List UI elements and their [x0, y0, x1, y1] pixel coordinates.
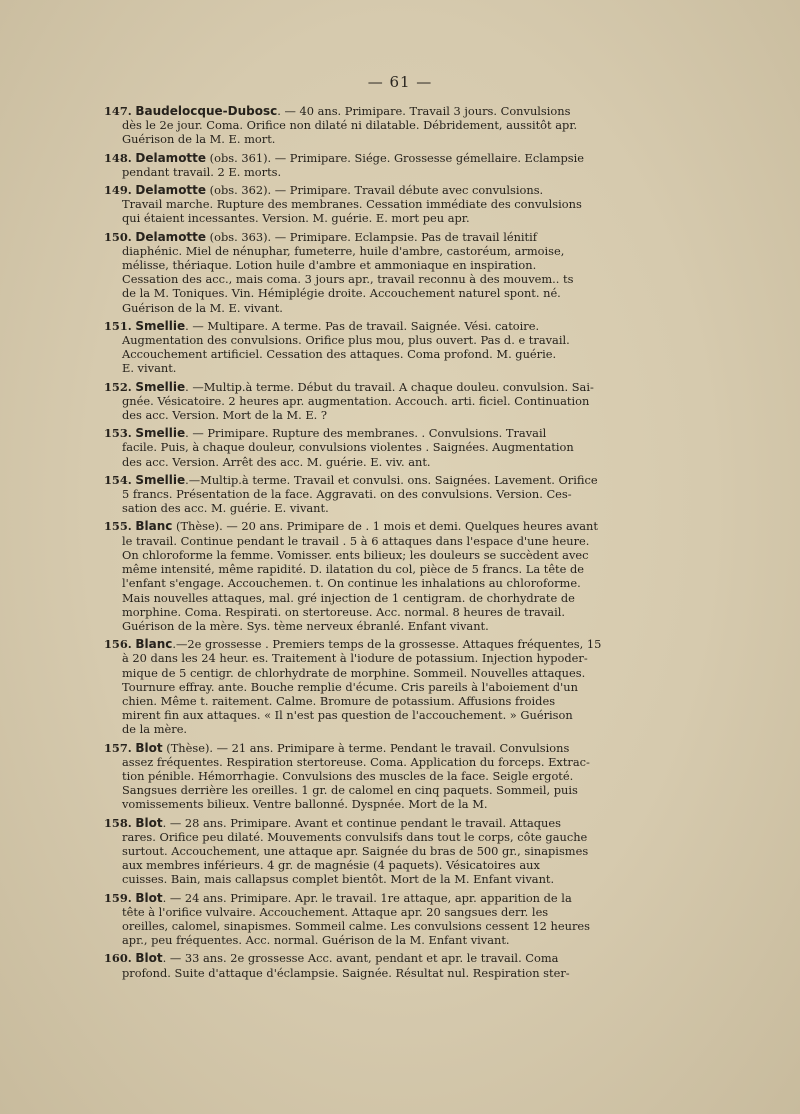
case-text: (obs. 361). — Primipare. Siége. Grossesse gémellaire. Eclampsie [206, 150, 585, 165]
case-entry-line: sation des acc. M. guérie. E. vivant. [122, 501, 329, 516]
author-name: Blot [135, 740, 163, 755]
case-entry-line: mélisse, thériaque. Lotion huile d'ambre et ammoniaque en inspiration. [122, 258, 537, 273]
case-entry-line: Mais nouvelles attaques, mal. gré injection de 1 centigram. de chorhydrate de [122, 590, 575, 605]
case-entry [104, 637, 604, 736]
author-name: Smellie [135, 318, 186, 333]
case-entry [104, 473, 604, 516]
case-entry [104, 230, 604, 315]
case-number: 150. [104, 229, 132, 244]
case-entry-line: Tournure effray. ante. Bouche remplie d'écume. Cris pareils à l'aboiement d'un [122, 679, 578, 694]
case-number: 149. [104, 183, 132, 198]
case-entry-line: tête à l'orifice vulvaire. Accouchement. Attaque apr. 20 sangsues derr. les [122, 904, 549, 919]
author-name: Smellie [135, 472, 186, 487]
case-entry-line: facile. Puis, à chaque douleur, convulsions violentes . Saignées. Augmentation [122, 440, 574, 455]
case-entry-first-line [104, 891, 604, 905]
case-entry-line: pendant travail. 2 E. morts. [122, 164, 282, 179]
case-entry-line: des acc. Version. Arrêt des acc. M. guérie. E. viv. ant. [122, 454, 431, 469]
case-number: 154. [104, 472, 132, 487]
case-number: 155. [104, 519, 132, 534]
case-text: . — Multipare. A terme. Pas de travail. Saignée. Vési. catoire. [185, 318, 540, 333]
author-name: Blot [135, 951, 163, 966]
case-entry-first-line [104, 741, 604, 755]
case-number: 153. [104, 426, 132, 441]
case-text: (Thèse). — 20 ans. Primipare de . 1 mois et demi. Quelques heures avant [172, 519, 598, 534]
case-number: 157. [104, 740, 132, 755]
case-entry-first-line [104, 473, 604, 487]
case-entry-line: surtout. Accouchement, une attaque apr. Saignée du bras de 500 gr., sinapismes [122, 843, 589, 858]
case-entry-line: mirent fin aux attaques. « Il n'est pas question de l'accouchement. » Guérison [122, 708, 573, 723]
case-entry [104, 816, 604, 887]
case-entry [104, 151, 604, 179]
case-number: 152. [104, 379, 132, 394]
case-entry-line: même intensité, même rapidité. D. ilatation du col, pièce de 5 francs. La tête de [122, 562, 585, 577]
author-name: Smellie [135, 426, 186, 441]
case-entry-first-line [104, 104, 604, 118]
case-entry-first-line [104, 637, 604, 651]
case-entry-line: Accouchement artificiel. Cessation des attaques. Coma profond. M. guérie. [122, 347, 557, 362]
author-name: Blanc [135, 637, 173, 652]
author-name: Smellie [135, 379, 186, 394]
case-entry-line: aux membres inférieurs. 4 gr. de magnésie (4 paquets). Vésicatoires aux [122, 858, 540, 873]
case-entry [104, 741, 604, 812]
case-text: (Thèse). — 21 ans. Primipare à terme. Pendant le travail. Convulsions [162, 740, 570, 755]
case-entry-first-line [104, 151, 604, 165]
author-name: Delamotte [135, 150, 207, 165]
author-name: Blanc [135, 519, 173, 534]
author-name: Blot [135, 890, 163, 905]
case-entry-line: mique de 5 centigr. de chlorhydrate de morphine. Sommeil. Nouvelles attaques. [122, 665, 586, 680]
case-entry-line: Cessation des acc., mais coma. 3 jours apr., travail reconnu à des mouvem.. ts [122, 272, 574, 287]
author-name: Blot [135, 815, 163, 830]
case-entry-line: 5 francs. Présentation de la face. Aggravati. on des convulsions. Version. Ces- [122, 487, 572, 502]
case-entry-line: morphine. Coma. Respirati. on stertoreuse. Acc. normal. 8 heures de travail. [122, 604, 565, 619]
page-number: — 61 — [367, 73, 433, 91]
case-entry-line: assez fréquentes. Respiration stertoreuse. Coma. Application du forceps. Extrac- [122, 754, 590, 769]
case-entry [104, 891, 604, 948]
page-body [104, 104, 604, 984]
case-number: 160. [104, 951, 132, 966]
case-entry [104, 319, 604, 376]
case-entry-first-line [104, 319, 604, 333]
case-number: 147. [104, 104, 132, 118]
case-number: 151. [104, 318, 132, 333]
case-entry [104, 951, 604, 979]
case-entry-line: Sangsues derrière les oreilles. 1 gr. de calomel en cinq paquets. Sommeil, puis [122, 783, 578, 798]
case-text: . — 33 ans. 2e grossesse Acc. avant, pendant et apr. le travail. Coma [162, 951, 559, 966]
case-text: . — 28 ans. Primipare. Avant et continue pendant le travail. Attaques [162, 815, 561, 830]
case-entry-first-line [104, 183, 604, 197]
case-entry-line: On chloroforme la femme. Vomisser. ents bilieux; les douleurs se succèdent avec [122, 547, 589, 562]
case-number: 159. [104, 890, 132, 905]
case-number: 158. [104, 815, 132, 830]
case-entry-first-line [104, 951, 604, 965]
case-entry-line: Guérison de la M. E. vivant. [122, 300, 283, 315]
case-entry-line: de la mère. [122, 722, 188, 737]
author-name: Baudelocque-Dubosc [135, 104, 278, 118]
case-entry-first-line [104, 230, 604, 244]
case-entry-line: apr., peu fréquentes. Acc. normal. Guérison de la M. Enfant vivant. [122, 933, 510, 948]
case-number: 148. [104, 150, 132, 165]
case-entry-line: qui étaient incessantes. Version. M. guérie. E. mort peu apr. [122, 211, 470, 226]
case-text: . — 40 ans. Primipare. Travail 3 jours. Convulsions [277, 104, 571, 118]
author-name: Delamotte [135, 229, 207, 244]
case-entry-first-line [104, 816, 604, 830]
case-entry [104, 519, 604, 633]
case-entry-line: vomissements bilieux. Ventre ballonné. Dyspnée. Mort de la M. [122, 797, 488, 812]
case-entry-line: gnée. Vésicatoire. 2 heures apr. augmentation. Accouch. arti. ficiel. Continuation [122, 393, 590, 408]
case-entry-line: dès le 2e jour. Coma. Orifice non dilaté ni dilatable. Débridement, aussitôt apr. [122, 118, 578, 133]
case-entry-line: profond. Suite d'attaque d'éclampsie. Saignée. Résultat nul. Respiration ster- [122, 965, 570, 980]
case-entry-line: Travail marche. Rupture des membranes. Cessation immédiate des convulsions [122, 197, 582, 212]
case-entry-line: à 20 dans les 24 heur. es. Traitement à l'iodure de potassium. Injection hypoder- [122, 651, 588, 666]
case-entry [104, 426, 604, 469]
case-entry-first-line [104, 519, 604, 533]
case-text: (obs. 362). — Primipare. Travail débute avec convulsions. [206, 183, 544, 198]
case-entry-first-line [104, 380, 604, 394]
case-entry-line: des acc. Version. Mort de la M. E. ? [122, 408, 328, 423]
case-entry-line: l'enfant s'engage. Accouchemen. t. On continue les inhalations au chloroforme. [122, 576, 581, 591]
case-number: 156. [104, 637, 132, 652]
case-text: . — Primipare. Rupture des membranes. . Convulsions. Travail [185, 426, 547, 441]
case-entry-line: Guérison de la M. E. mort. [122, 132, 276, 147]
case-text: .—Multip.à terme. Travail et convulsi. ons. Saignées. Lavement. Orifice [185, 472, 598, 487]
case-entry [104, 183, 604, 226]
case-entry-line: diaphénic. Miel de nénuphar, fumeterre, huile d'ambre, castoréum, armoise, [122, 243, 565, 258]
case-text: (obs. 363). — Primipare. Eclampsie. Pas de travail lénitif [206, 229, 537, 244]
case-entry-line: de la M. Toniques. Vin. Hémiplégie droite. Accouchement naturel spont. né. [122, 286, 561, 301]
case-entry-line: Augmentation des convulsions. Orifice plus mou, plus ouvert. Pas d. e travail. [122, 333, 570, 348]
case-entry-first-line [104, 426, 604, 440]
case-entry-line: tion pénible. Hémorrhagie. Convulsions des muscles de la face. Seigle ergoté. [122, 768, 574, 783]
case-entry-line: cuisses. Bain, mais callapsus complet bientôt. Mort de la M. Enfant vivant. [122, 872, 555, 887]
case-text: .—2e grossesse . Premiers temps de la grossesse. Attaques fréquentes, 15 [172, 637, 602, 652]
case-text: . —Multip.à terme. Début du travail. A chaque douleu. convulsion. Sai- [185, 379, 594, 394]
case-entry-line: chien. Même t. raitement. Calme. Bromure de potassium. Affusions froides [122, 693, 556, 708]
case-entry-line: rares. Orifice peu dilaté. Mouvements convulsifs dans tout le corps, côte gauche [122, 829, 588, 844]
case-entry-line: oreilles, calomel, sinapismes. Sommeil calme. Les convulsions cessent 12 heures [122, 918, 590, 933]
case-text: . — 24 ans. Primipare. Apr. le travail. 1re attaque, apr. apparition de la [162, 890, 572, 905]
case-entry-line: E. vivant. [122, 361, 177, 376]
author-name: Delamotte [135, 183, 207, 198]
case-entry [104, 104, 604, 147]
case-entry-line: Guérison de la mère. Sys. tème nerveux ébranlé. Enfant vivant. [122, 618, 489, 633]
case-entry [104, 380, 604, 423]
case-entry-line: le travail. Continue pendant le travail . 5 à 6 attaques dans l'espace d'une heure. [122, 533, 590, 548]
